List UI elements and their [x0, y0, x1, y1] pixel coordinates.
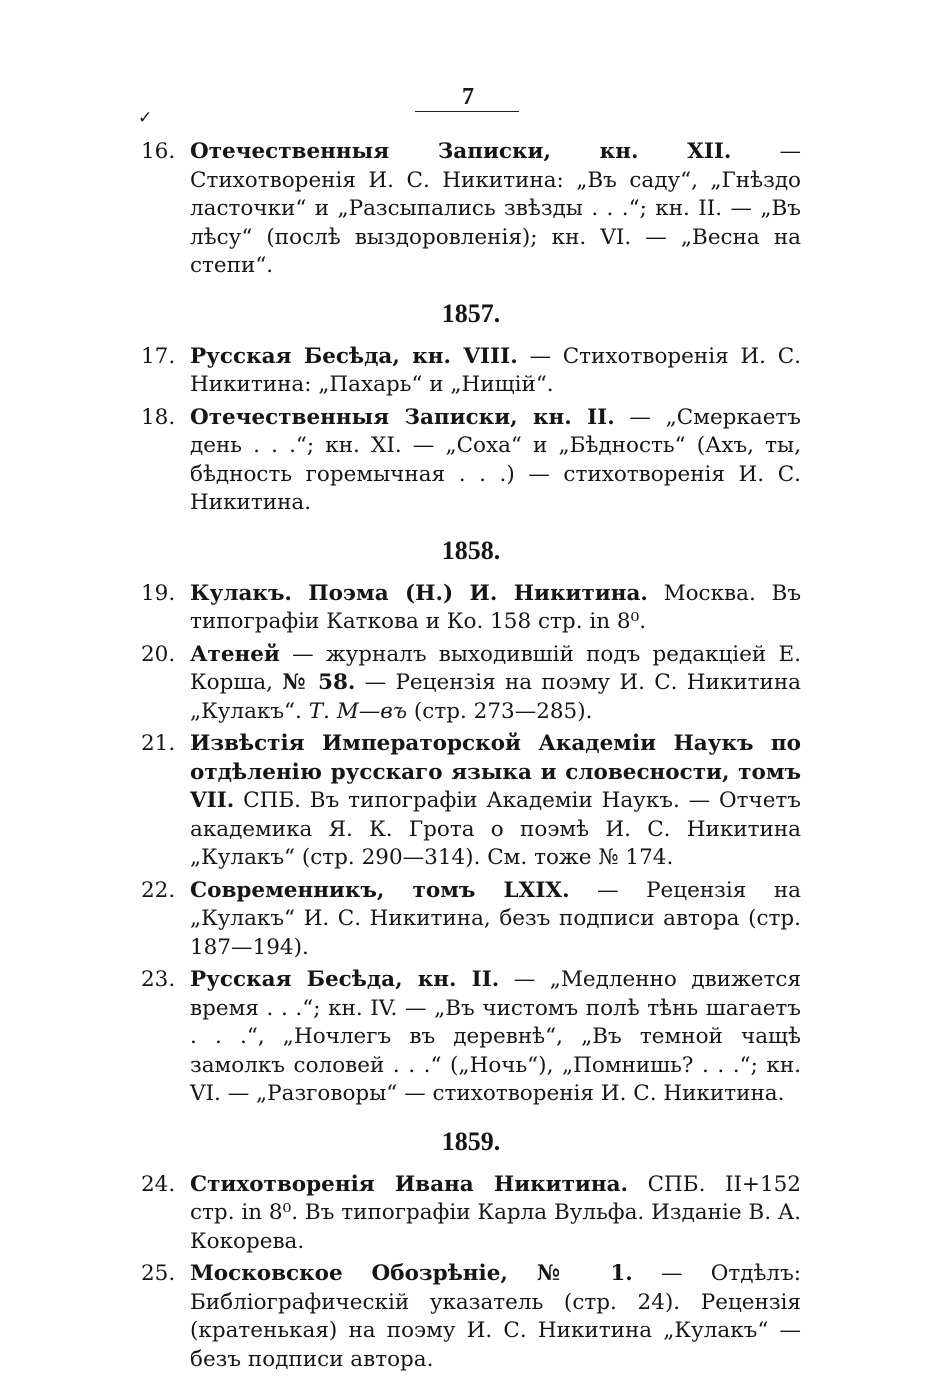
bibliography-entry	[141, 1171, 801, 1257]
year-section	[141, 138, 801, 281]
bibliography-entry	[141, 138, 801, 281]
year-section	[141, 1125, 801, 1375]
entry-title: Современникъ, томъ LXIX.	[190, 877, 570, 903]
bibliography-entry	[141, 641, 801, 727]
entry-text	[190, 641, 801, 727]
entry-number: 25.	[141, 1261, 176, 1286]
entry-description: (стр. 273—285).	[407, 698, 593, 724]
entry-title: Отечественныя Записки, кн. II.	[190, 404, 615, 430]
entry-description: — „Смеркаетъ день . . .“; кн. XI. — „Соха“ и „Бѣдность“ (Ахъ, ты, бѣдность горемычная . . .) — стихотворенія И. С. Никитина.	[190, 404, 801, 515]
entry-number: 19.	[141, 580, 176, 606]
entry-text	[190, 966, 801, 1109]
entry-description: — журналъ выходившій подъ редакціей Е. Корша,	[190, 641, 801, 695]
year-section	[141, 297, 801, 518]
entry-description: — Рецензія на поэму И. С. Никитина „Кулакъ“.	[190, 670, 801, 724]
entry-number: 18.	[141, 404, 176, 430]
entry-text	[190, 404, 801, 518]
year-section	[141, 534, 801, 1109]
entry-description: — Отдѣлъ: Библіографическій указатель (стр. 24). Рецензія (кратенькая) на поэму И. С. Никитина „Кулакъ“ — безъ подписи автора.	[190, 1261, 801, 1372]
entry-description: — Стихотворенія И. С. Никитина: „Въ саду“, „Гнѣздо ласточки“ и „Разсыпались звѣзды . . .“; кн. II. — „Въ лѣсу“ (послѣ выздоровленія); кн. VI. — „Весна на степи“.	[190, 139, 801, 278]
check-mark: ✓	[138, 108, 153, 128]
entry-text	[190, 877, 801, 963]
entry-description: СПБ. Въ типографіи Академіи Наукъ. — Отчетъ академика Я. К. Грота о поэмѣ И. С. Никитина „Кулакъ“ (стр. 290—314). См. тоже № 174.	[190, 788, 801, 870]
year-heading: 1857.	[441, 298, 501, 328]
bibliography-entry	[141, 404, 801, 518]
page-number: 7	[462, 84, 474, 110]
entry-text	[190, 1260, 801, 1374]
entry-title: Русская Бесѣда, кн. II.	[190, 967, 500, 992]
entry-number: 23.	[141, 967, 176, 992]
bibliography-body	[141, 138, 801, 1378]
entry-number: 24.	[141, 1171, 176, 1197]
entry-description: — „Медленно движется время . . .“; кн. IV. — „Въ чистомъ полѣ тѣнь шагаетъ . . .“, „Ночлегъ въ деревнѣ“, „Въ темной чащѣ замолкъ соловей . . .“ („Ночь“), „Помнишь? . . .“; кн. VI. — „Разговоры“ — стихотворенія И. С. Никитина.	[190, 967, 802, 1106]
entry-title: Извѣстія Императорской Академіи Наукъ по отдѣленію русскаго языка и словесности, томъ VII.	[190, 731, 801, 813]
entry-description: — Стихотворенія И. С. Никитина: „Пахарь“ и „Нищій“.	[190, 343, 801, 397]
entry-number: 21.	[141, 731, 176, 756]
entry-number: 17.	[141, 343, 176, 369]
entry-description: — Рецензія на „Кулакъ“ И. С. Никитина, безъ подписи автора (стр. 187—194).	[190, 877, 801, 960]
entry-number: 22.	[141, 877, 176, 903]
bibliography-entry	[141, 343, 801, 400]
year-heading: 1859.	[441, 1126, 501, 1156]
entry-title: Отечественныя Записки, кн. XII.	[190, 139, 732, 164]
bibliography-entry	[141, 877, 801, 963]
entry-title: Атеней	[190, 641, 280, 667]
entry-text	[190, 343, 801, 400]
entry-text	[190, 138, 801, 281]
entry-number: 16.	[141, 139, 176, 164]
entry-title: Стихотворенія Ивана Никитина.	[190, 1171, 629, 1197]
entry-title: Кулакъ. Поэма (Н.) И. Никитина.	[190, 580, 648, 606]
entry-title: № 58.	[282, 670, 356, 695]
year-heading: 1858.	[441, 535, 501, 565]
entry-title: Русская Бесѣда, кн. VIII.	[190, 343, 518, 369]
entry-text	[190, 580, 801, 637]
entry-description: Москва. Въ типографіи Каткова и Ко. 158 стр. in 8⁰.	[190, 580, 802, 634]
bibliography-entry	[141, 580, 801, 637]
bibliography-entry	[141, 730, 801, 873]
entry-text	[190, 1171, 801, 1257]
entry-text	[190, 730, 801, 873]
bibliography-entry	[141, 966, 801, 1109]
bibliography-entry	[141, 1260, 801, 1374]
entry-number: 20.	[141, 641, 176, 667]
header-rule	[415, 111, 519, 112]
entry-description: СПБ. II+152 стр. in 8⁰. Въ типографіи Карла Вульфа. Изданіе В. А. Кокорева.	[190, 1171, 801, 1254]
entry-author: Т. М—въ	[308, 698, 408, 724]
entry-title: Московское Обозрѣніе, № 1.	[190, 1261, 633, 1286]
